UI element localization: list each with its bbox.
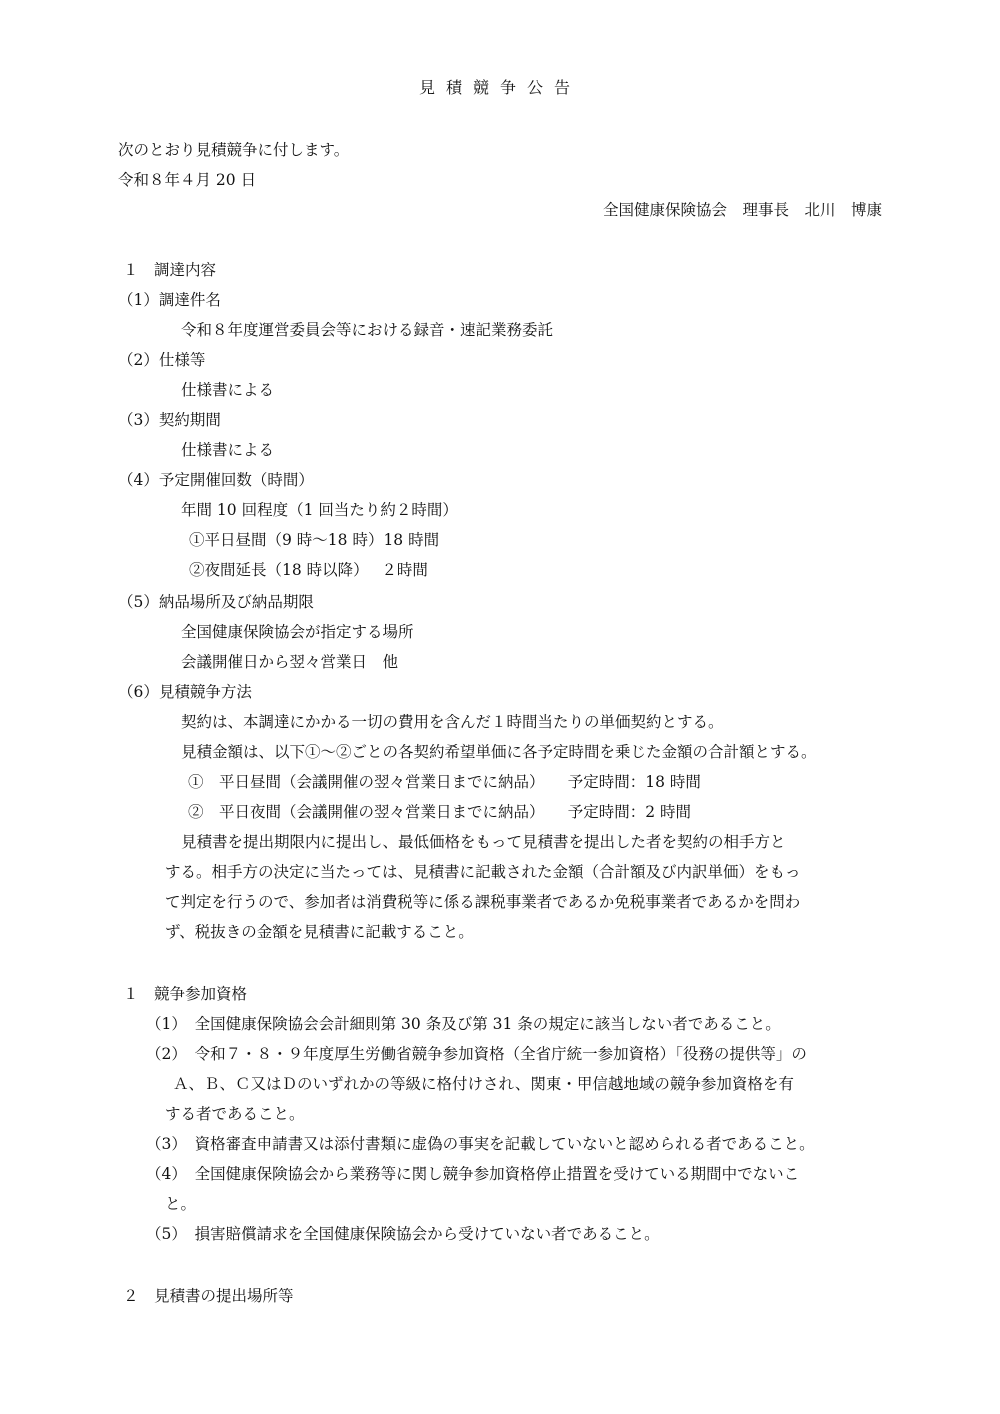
- item-line: 会議開催日から翌々営業日 他: [181, 653, 399, 671]
- section-heading: １ 競争参加資格: [123, 985, 248, 1003]
- qualification-item: （3） 資格審査申請書又は添付書類に虚偽の事実を記載していないと認められる者であること。: [146, 1135, 815, 1153]
- qualification-item: （1） 全国健康保険協会会計細則第 30 条及び第 31 条の規定に該当しない者であること。: [146, 1015, 781, 1033]
- paragraph-line: 見積書を提出期限内に提出し、最低価格をもって見積書を提出した者を契約の相手方と: [181, 833, 786, 851]
- item-line: ② 平日夜間（会議開催の翌々営業日までに納品） 予定時間：2 時間: [188, 803, 692, 821]
- item-label: （2）仕様等: [118, 351, 206, 369]
- item-label: （5）納品場所及び納品期限: [118, 593, 314, 611]
- qualification-item: する者であること。: [165, 1105, 305, 1123]
- item-label: （6）見積競争方法: [118, 683, 252, 701]
- paragraph-line: ず、税抜きの金額を見積書に記載すること。: [165, 923, 474, 941]
- item-label: （1）調達件名: [118, 291, 221, 309]
- intro-text: 次のとおり見積競争に付します。: [118, 141, 350, 159]
- item-line: 仕様書による: [181, 441, 275, 459]
- issuer: 全国健康保険協会 理事長 北川 博康: [602, 201, 882, 219]
- qualification-item: Ａ、Ｂ、Ｃ又はＤのいずれかの等級に格付けされ、関東・甲信越地域の競争参加資格を有: [173, 1075, 794, 1093]
- qualification-item: （5） 損害賠償請求を全国健康保険協会から受けていない者であること。: [146, 1225, 660, 1243]
- qualification-item: （2） 令和７・８・９年度厚生労働省競争参加資格（全省庁統一参加資格）「役務の提供等」の: [146, 1045, 807, 1063]
- qualification-item: と。: [165, 1195, 197, 1213]
- notice-date: 令和８年４月 20 日: [118, 171, 257, 189]
- item-line: 令和８年度運営委員会等における録音・速記業務委託: [181, 321, 554, 339]
- qualification-item: （4） 全国健康保険協会から業務等に関し競争参加資格停止措置を受けている期間中でないこ: [146, 1165, 800, 1183]
- document-title: 見積競争公告: [418, 78, 581, 97]
- item-line: 年間 10 回程度（1 回当たり約２時間）: [181, 501, 458, 519]
- item-line: ②夜間延長（18 時以降） ２時間: [189, 561, 428, 579]
- item-label: （3）契約期間: [118, 411, 221, 429]
- item-line: 見積金額は、以下①～②ごとの各契約希望単価に各予定時間を乗じた金額の合計額とする。: [181, 743, 817, 761]
- paragraph-line: する。相手方の決定に当たっては、見積書に記載された金額（合計額及び内訳単価）をもっ: [165, 863, 801, 881]
- item-line: 全国健康保険協会が指定する場所: [181, 623, 414, 641]
- item-line: ① 平日昼間（会議開催の翌々営業日までに納品） 予定時間：18 時間: [188, 773, 701, 791]
- item-line: 仕様書による: [181, 381, 275, 399]
- section-heading: １ 調達内容: [123, 261, 217, 279]
- section-heading: ２ 見積書の提出場所等: [123, 1287, 294, 1305]
- paragraph-line: て判定を行うので、参加者は消費税等に係る課税事業者であるか免税事業者であるかを問わ: [165, 893, 801, 911]
- item-line: 契約は、本調達にかかる一切の費用を含んだ１時間当たりの単価契約とする。: [181, 713, 724, 731]
- item-label: （4）予定開催回数（時間）: [118, 471, 314, 489]
- item-line: ①平日昼間（9 時～18 時）18 時間: [189, 531, 440, 549]
